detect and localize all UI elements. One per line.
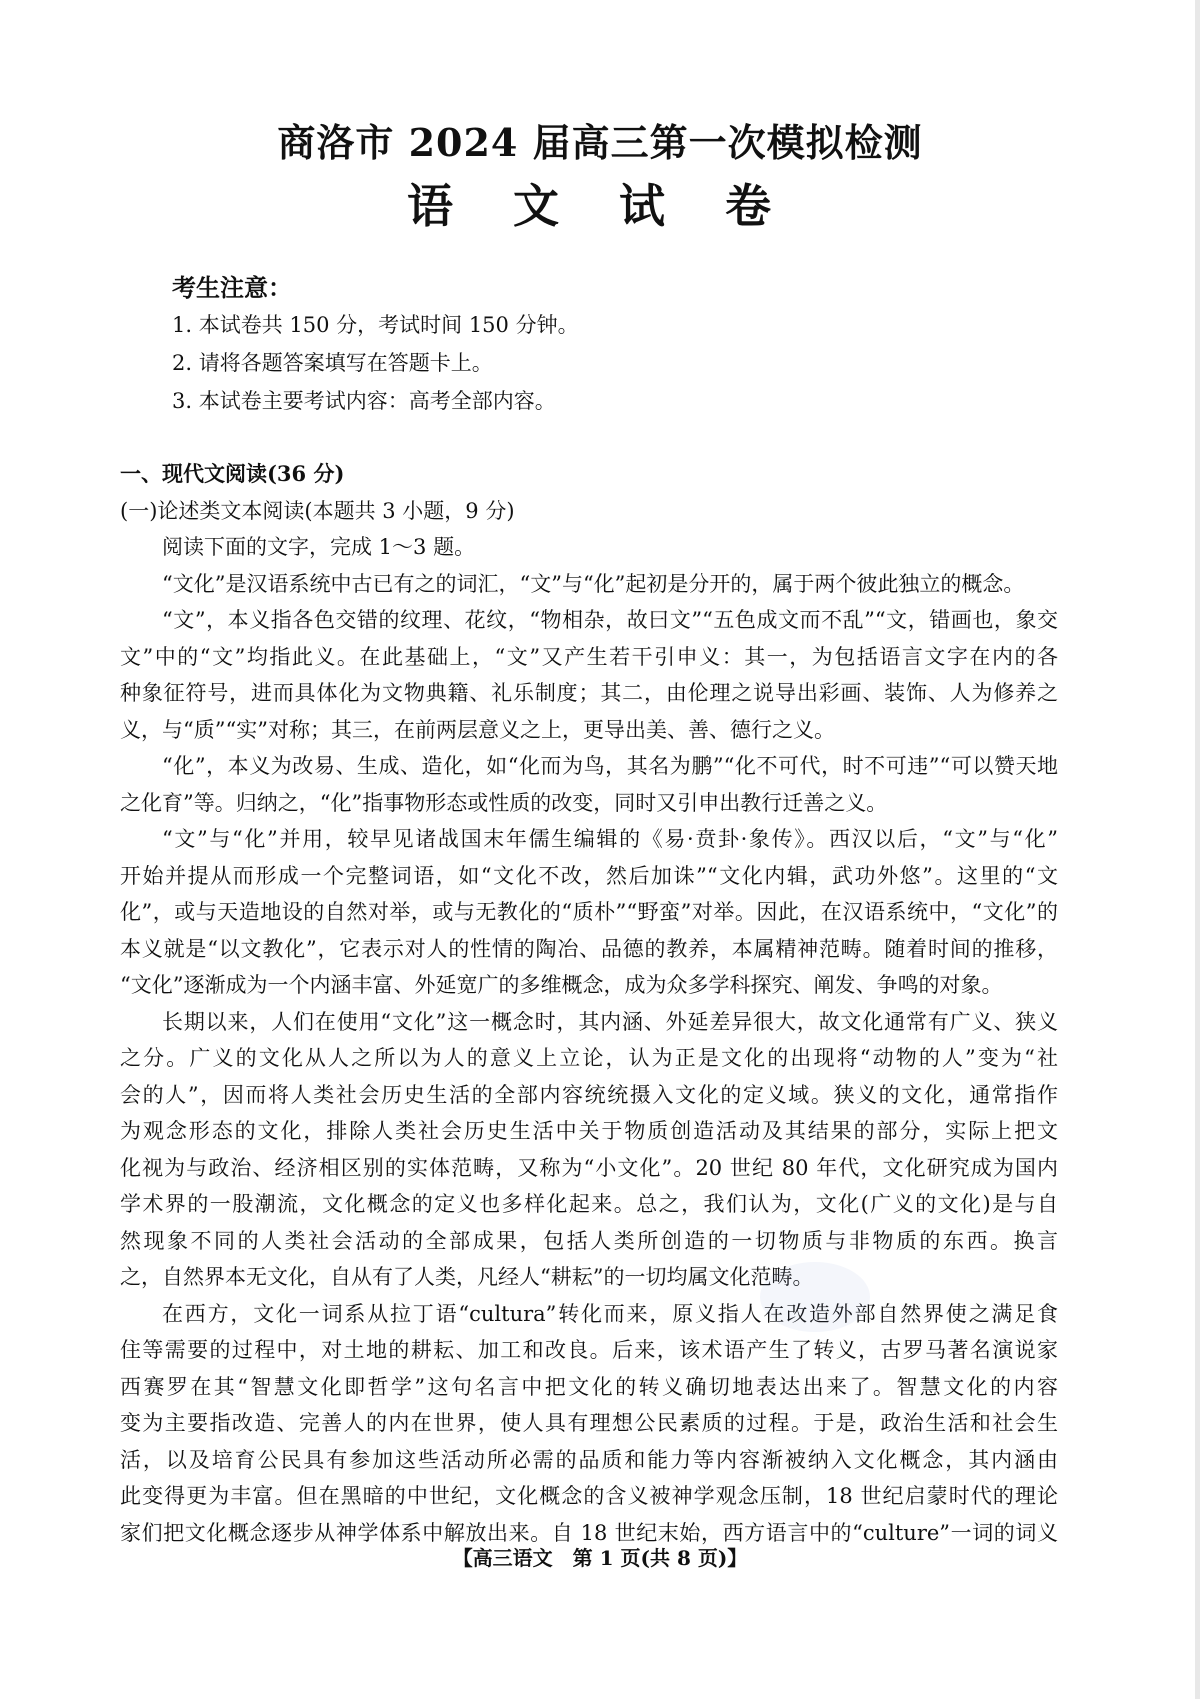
passage-line: 之分。广义的文化从人之所以为人的意义上立论，认为正是文化的出现将“动物的人”变为“社 xyxy=(120,1046,1058,1070)
notice-heading: 考生注意： xyxy=(172,273,292,302)
passage-line: 住等需要的过程中，对土地的耕耘、加工和改良。后来，该术语产生了转义，古罗马著名演说家 xyxy=(120,1338,1058,1362)
exam-title: 商洛市 2024 届高三第一次模拟检测 xyxy=(277,120,923,165)
passage-line: 然现象不同的人类社会活动的全部成果，包括人类所创造的一切物质与非物质的东西。换言 xyxy=(120,1228,1058,1253)
passage-line: “文”与“化”并用，较早见诸战国末年儒生编辑的《易·贲卦·象传》。西汉以后，“文”与“化” xyxy=(162,827,1058,851)
instruction-line: 阅读下面的文字，完成 1～3 题。 xyxy=(162,535,476,559)
exam-subject-title: 语 文 试 卷 xyxy=(406,179,794,233)
page-footer: 【高三语文 第 1 页(共 8 页)】 xyxy=(452,1546,748,1570)
passage-line: “文”，本义指各色交错的纹理、花纹，“物相杂，故曰文”“五色成文而不乱”“文，错画也，象交 xyxy=(162,608,1058,632)
passage-line: 长期以来，人们在使用“文化”这一概念时，其内涵、外延差异很大，故文化通常有广义、狭义 xyxy=(162,1009,1058,1034)
passage-line: 文”中的“文”均指此义。在此基础上，“文”又产生若干引申义：其一，为包括语言文字在内的各 xyxy=(120,644,1058,669)
notice-item: 2. 请将各题答案填写在答题卡上。 xyxy=(172,351,493,375)
passage-line: 化”，或与天造地设的自然对举，或与无教化的“质朴”“野蛮”对举。因此，在汉语系统中，“文化”的 xyxy=(120,900,1058,924)
passage-line: 活，以及培育公民具有参加这些活动所必需的品质和能力等内容渐被纳入文化概念，其内涵由 xyxy=(120,1447,1058,1472)
notice-item: 1. 本试卷共 150 分，考试时间 150 分钟。 xyxy=(172,313,579,337)
passage-line: 学术界的一股潮流，文化概念的定义也多样化起来。总之，我们认为，文化(广义的文化)是与自 xyxy=(120,1192,1058,1216)
notice-item: 3. 本试卷主要考试内容：高考全部内容。 xyxy=(172,389,556,413)
passage-line: 在西方，文化一词系从拉丁语“cultura”转化而来，原义指人在改造外部自然界使之满足食 xyxy=(162,1301,1058,1326)
passage-line: “文化”是汉语系统中古已有之的词汇，“文”与“化”起初是分开的，属于两个彼此独立的概念。 xyxy=(162,571,1025,596)
passage-line: 家们把文化概念逐步从神学体系中解放出来。自 18 世纪末始，西方语言中的“culture”一词的词义 xyxy=(120,1520,1058,1545)
subsection-heading: (一)论述类文本阅读(本题共 3 小题，9 分) xyxy=(120,498,515,523)
passage-line: 开始并提从而形成一个完整词语，如“文化不改，然后加诛”“文化内辑，武功外悠”。这里的“文 xyxy=(120,863,1058,888)
passage-line: 为观念形态的文化，排除人类社会历史生活中关于物质创造活动及其结果的部分，实际上把文 xyxy=(120,1119,1058,1143)
passage-line: 义，与“质”“实”对称；其三，在前两层意义之上，更导出美、善、德行之义。 xyxy=(120,717,835,742)
reading-passage xyxy=(120,456,1058,1551)
passage-line: 会的人”，因而将人类社会历史生活的全部内容统统摄入文化的定义域。狭义的文化，通常指作 xyxy=(120,1082,1058,1107)
passage-line: “化”，本义为改易、生成、造化，如“化而为鸟，其名为鹏”“化不可代，时不可违”“可以赞天地 xyxy=(162,754,1058,778)
passage-line: 变为主要指改造、完善人的内在世界，使人具有理想公民素质的过程。于是，政治生活和社会生 xyxy=(120,1411,1058,1435)
passage-line: 之化育”等。归纳之，“化”指事物形态或性质的改变，同时又引申出教行迁善之义。 xyxy=(120,790,888,815)
section-heading: 一、现代文阅读(36 分) xyxy=(120,461,345,486)
scan-smudge xyxy=(760,1262,870,1332)
passage-line: 西赛罗在其“智慧文化即哲学”这句名言中把文化的转义确切地表达出来了。智慧文化的内容 xyxy=(120,1374,1058,1399)
scan-edge xyxy=(1195,0,1200,1699)
passage-line: 种象征符号，进而具体化为文物典籍、礼乐制度；其二，由伦理之说导出彩画、装饰、人为修养之 xyxy=(120,681,1058,705)
passage-line: 化视为与政治、经济相区别的实体范畴，又称为“小文化”。20 世纪 80 年代，文化研究成为国内 xyxy=(120,1155,1058,1180)
passage-line: 此变得更为丰富。但在黑暗的中世纪，文化概念的含义被神学观念压制，18 世纪启蒙时代的理论 xyxy=(120,1484,1058,1508)
passage-line: “文化”逐渐成为一个内涵丰富、外延宽广的多维概念，成为众多学科探究、阐发、争鸣的对象。 xyxy=(120,973,1003,997)
passage-line: 之，自然界本无文化，自从有了人类，凡经人“耕耘”的一切均属文化范畴。 xyxy=(120,1265,814,1289)
candidate-notice xyxy=(172,270,1072,420)
passage-line: 本义就是“以文教化”，它表示对人的性情的陶冶、品德的教养，本属精神范畴。随着时间的推移， xyxy=(120,936,1058,961)
